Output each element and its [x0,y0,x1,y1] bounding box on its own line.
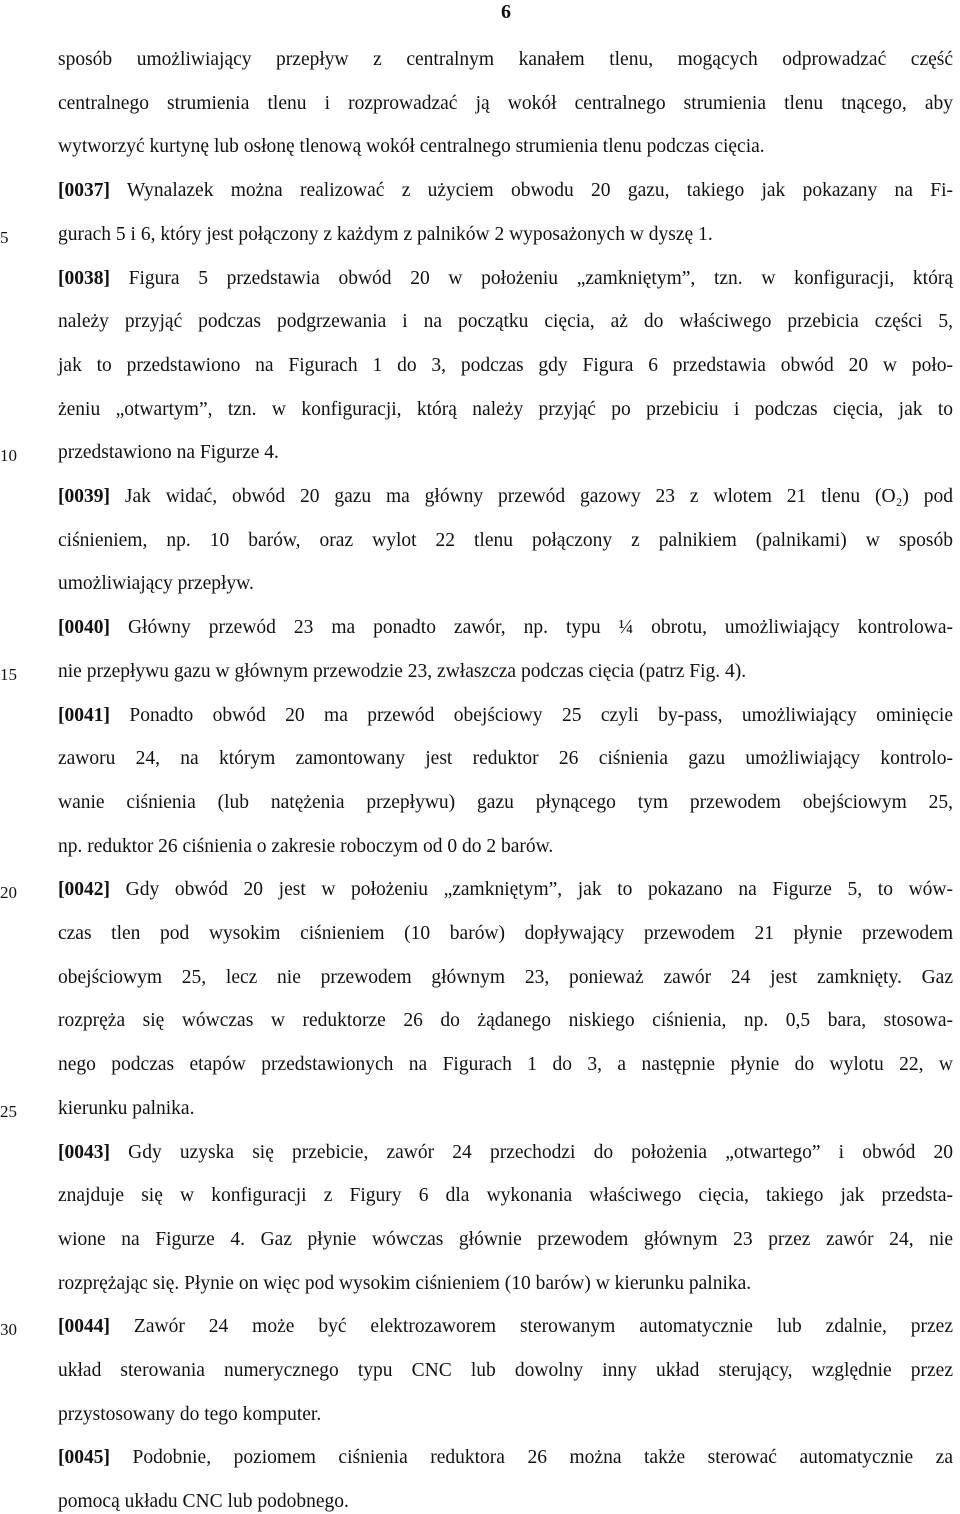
line-text: wione na Figurze 4. Gaz płynie wówczas głównie przewodem głównym 23 przez zawór 24, nie [58,1228,953,1250]
text-line [58,48,953,72]
paragraph-first-line [58,485,953,509]
paragraph-first-line [58,1446,953,1470]
text-line [58,398,953,422]
paragraph-first-line [58,878,953,902]
text-line [58,1490,953,1514]
text-line [58,354,953,378]
paragraph-first-line [58,1141,953,1165]
line-text: nego podczas etapów przedstawionych na Figurach 1 do 3, a następnie płynie do wylotu 22, w [58,1054,953,1076]
line-text: centralnego strumienia tlenu i rozprowadzać ją wokół centralnego strumienia tlenu tnącego, aby [58,92,953,114]
line-text: sposób umożliwiający przepływ z centralnym kanałem tlenu, mogących odprowadzać część [58,49,953,70]
line-text: Zawór 24 może być elektrozaworem sterowanym automatycznie lub zdalnie, przez [110,1316,953,1338]
text-line [58,1228,953,1252]
text-line [58,223,953,247]
line-text: obejściowym 25, lecz nie przewodem głównym 23, ponieważ zawór 24 jest zamknięty. Gaz [58,966,953,988]
line-text: wytworzyć kurtynę lub osłonę tlenową wokół centralnego strumienia tlenu podczas cięcia. [58,136,765,158]
line-text: układ sterowania numerycznego typu CNC lub dowolny inny układ sterujący, względnie przez [58,1360,953,1381]
text-line [58,966,953,990]
paragraph-number: [0039] [58,486,110,507]
text-line [58,529,953,553]
line-text: rozprężając się. Płynie on więc pod wysokim ciśnieniem (10 barów) w kierunku palnika. [58,1272,752,1294]
margin-line-number: 15 [0,664,17,684]
line-text: przystosowany do tego komputer. [58,1403,322,1425]
margin-line-number: 20 [0,883,17,903]
text-line [58,1053,953,1077]
line-text: nie przepływu gazu w głównym przewodzie 23, zwłaszcza podczas cięcia (patrz Fig. 4). [58,660,747,682]
line-text: ciśnieniem, np. 10 barów, oraz wylot 22 tlenu połączony z palnikiem (palnikami) w sposób [58,529,953,551]
text-line [58,1359,953,1383]
text-line [58,747,953,771]
text-line [58,791,953,815]
text-line [58,660,953,684]
text-line [58,1009,953,1033]
line-text: Podobnie, poziomem ciśnienia reduktora 26 można także sterować automatycznie za [110,1447,953,1469]
line-text: Gdy obwód 20 jest w położeniu „zamkniętym”, jak to pokazano na Figurze 5, to wów- [110,879,953,901]
margin-line-number: 25 [0,1101,17,1121]
page-number: 6 [501,1,511,23]
text-line [58,1272,953,1296]
line-text: rozpręża się wówczas w reduktorze 26 do żądanego niskiego ciśnienia, np. 0,5 bara, stosowa- [58,1010,953,1032]
paragraph-number: [0043] [58,1141,110,1163]
line-text: Główny przewód 23 ma ponadto zawór, np. typu ¼ obrotu, umożliwiający kontrolowa- [110,617,953,639]
text-line [58,572,953,596]
line-text: Wynalazek można realizować z użyciem obwodu 20 gazu, takiego jak pokazany na Fi- [110,180,953,202]
paragraph-number: [0041] [58,704,110,726]
paragraph-number: [0037] [58,180,110,202]
paragraph-first-line [58,616,953,640]
text-line [58,135,953,159]
line-text: Figura 5 przedstawia obwód 20 w położeniu „zamkniętym”, tzn. w konfiguracji, którą [110,267,953,289]
paragraph-first-line [58,179,953,203]
paragraph-number: [0042] [58,879,110,901]
line-text: należy przyjąć podczas podgrzewania i na początku cięcia, aż do właściwego przebicia części 5, [58,311,953,333]
paragraph-number: [0040] [58,617,110,639]
paragraph-number: [0038] [58,267,110,289]
paragraph-first-line [58,1315,953,1339]
text-line [58,1403,953,1427]
line-text: znajduje się w konfiguracji z Figury 6 dla wykonania właściwego cięcia, takiego jak przedsta- [58,1185,953,1207]
line-text: np. reduktor 26 ciśnienia o zakresie roboczym od 0 do 2 barów. [58,835,554,857]
line-text: gurach 5 i 6, który jest połączony z każdym z palników 2 wyposażonych w dyszę 1. [58,223,713,245]
line-text: przedstawiono na Figurze 4. [58,442,279,464]
line-text: czas tlen pod wysokim ciśnieniem (10 barów) dopływający przewodem 21 płynie przewodem [58,923,953,944]
margin-line-number: 5 [0,227,9,247]
line-text: kierunku palnika. [58,1097,195,1119]
text-line [58,1097,953,1121]
text-line [58,92,953,116]
line-text: pomocą układu CNC lub podobnego. [58,1491,349,1513]
paragraph-first-line [58,267,953,291]
margin-line-number: 30 [0,1320,17,1340]
line-text: Ponadto obwód 20 ma przewód obejściowy 25 czyli by-pass, umożliwiający ominięcie [110,704,953,726]
text-line [58,922,953,946]
line-text: Gdy uzyska się przebicie, zawór 24 przechodzi do położenia „otwartego” i obwód 20 [110,1141,953,1163]
margin-line-number: 10 [0,446,17,466]
text-line [58,835,953,859]
line-text: umożliwiający przepływ. [58,573,254,595]
text-line [58,310,953,334]
paragraph-first-line [58,704,953,728]
paragraph-number: [0044] [58,1316,110,1338]
line-text: wanie ciśnienia (lub natężenia przepływu) gazu płynącego tym przewodem obejściowym 25, [58,791,953,813]
line-text: Jak widać, obwód 20 gazu ma główny przewód gazowy 23 z wlotem 21 tlenu (O₂) pod [110,486,953,507]
text-line [58,1184,953,1208]
line-text: jak to przedstawiono na Figurach 1 do 3, podczas gdy Figura 6 przedstawia obwód 20 w poło- [58,354,953,376]
paragraph-number: [0045] [58,1447,110,1469]
line-text: żeniu „otwartym”, tzn. w konfiguracji, którą należy przyjąć po przebiciu i podczas cięcia, jak to [58,398,953,420]
line-text: zaworu 24, na którym zamontowany jest reduktor 26 ciśnienia gazu umożliwiający kontrolo- [58,748,953,770]
text-line [58,441,953,465]
